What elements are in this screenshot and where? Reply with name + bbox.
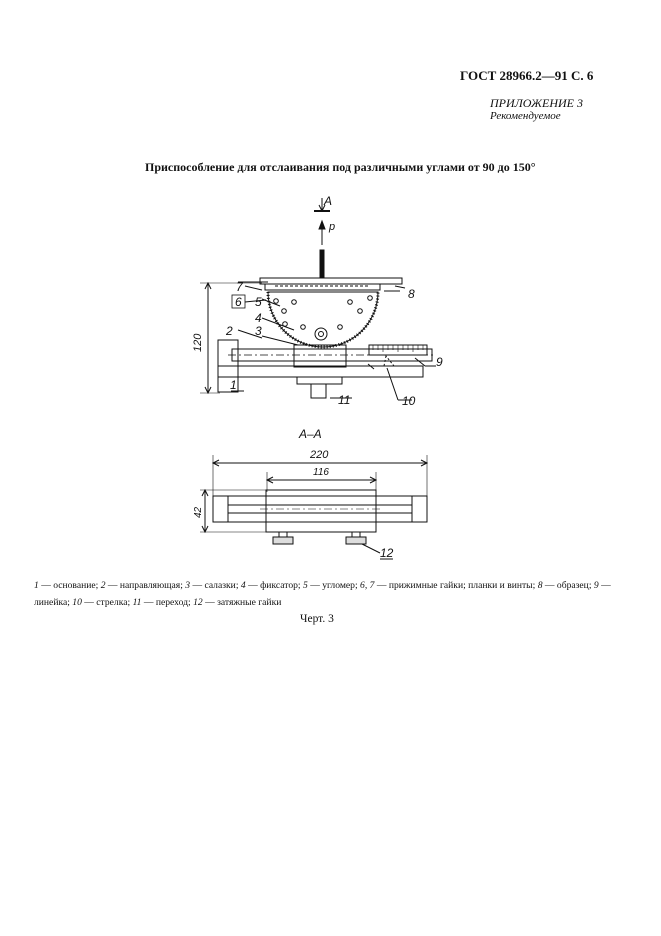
legend-dash: — — [143, 597, 154, 608]
callout-11: 11 — [338, 393, 351, 407]
document-code: ГОСТ 28966.2—91 С. 6 — [460, 68, 594, 83]
legend-number: 6, 7 — [360, 580, 375, 591]
legend-text: фиксатор; — [260, 580, 301, 591]
legend-dash: — — [601, 580, 611, 591]
callout-9: 9 — [436, 355, 443, 369]
dim-width-42: 42 — [193, 506, 204, 518]
legend-text: направляющая; — [119, 580, 183, 591]
legend-item — [72, 597, 130, 608]
callout-7: 7 — [236, 280, 243, 294]
figure-title: Приспособление для отслаивания под различными углами от 90 до 150° — [145, 160, 536, 174]
legend-text: переход; — [155, 597, 191, 608]
legend-text: основание; — [53, 580, 99, 591]
legend-dash: — — [205, 597, 215, 608]
view-arrow-label: A — [324, 194, 333, 208]
legend-text: угломер; — [322, 580, 358, 591]
legend-number: 4 — [240, 580, 246, 591]
legend-dash: — — [107, 580, 118, 591]
legend-number: 5 — [302, 580, 308, 591]
dim-height-120: 120 — [192, 333, 204, 352]
legend-text: салазки; — [204, 580, 239, 591]
appendix-heading: ПРИЛОЖЕНИЕ 3 — [490, 96, 583, 110]
legend-number: 3 — [185, 580, 191, 591]
legend-text: прижимные гайки; планки и винты; — [388, 580, 536, 591]
legend-item — [538, 580, 592, 591]
legend-number: 11 — [132, 597, 142, 608]
legend-dash: — — [376, 580, 387, 591]
force-label: p — [329, 221, 336, 233]
legend-text: образец; — [556, 580, 592, 591]
legend-text: стрелка; — [96, 597, 131, 608]
figure-caption: Черт. 3 — [300, 613, 334, 625]
legend-item — [185, 580, 238, 591]
dim-length-220: 220 — [310, 449, 329, 461]
callout-4: 4 — [255, 311, 262, 325]
legend-text: затяжные гайки — [217, 597, 282, 608]
legend-dash: — — [41, 580, 51, 591]
legend-dash: — — [84, 597, 94, 608]
callout-12: 12 — [380, 546, 394, 560]
callout-3: 3 — [255, 324, 262, 338]
figure-legend — [34, 577, 634, 611]
callout-1: 1 — [230, 378, 237, 392]
legend-item — [241, 580, 301, 591]
legend-dash: — — [192, 580, 203, 591]
legend-item — [34, 580, 98, 591]
legend-number: 12 — [193, 597, 203, 608]
legend-dash: — — [544, 580, 555, 591]
legend-item — [101, 580, 183, 591]
callout-5: 5 — [255, 295, 262, 309]
legend-item — [360, 580, 535, 591]
section-label: А–А — [299, 427, 322, 441]
legend-text: линейка; — [34, 597, 70, 608]
dim-inner-116: 116 — [313, 467, 329, 478]
legend-number: 1 — [34, 580, 39, 591]
callout-10: 10 — [402, 394, 416, 408]
legend-dash: — — [248, 580, 258, 591]
appendix-status: Рекомендуемое — [490, 110, 561, 122]
legend-item — [193, 597, 281, 608]
legend-number: 8 — [537, 580, 543, 591]
legend-number: 2 — [100, 580, 106, 591]
legend-item — [303, 580, 358, 591]
legend-item — [133, 597, 191, 608]
legend-number: 10 — [72, 597, 82, 608]
callout-8: 8 — [408, 287, 415, 301]
callout-2: 2 — [226, 324, 233, 338]
legend-dash: — — [310, 580, 320, 591]
callout-6: 6 — [235, 295, 242, 309]
legend-number: 9 — [593, 580, 599, 591]
